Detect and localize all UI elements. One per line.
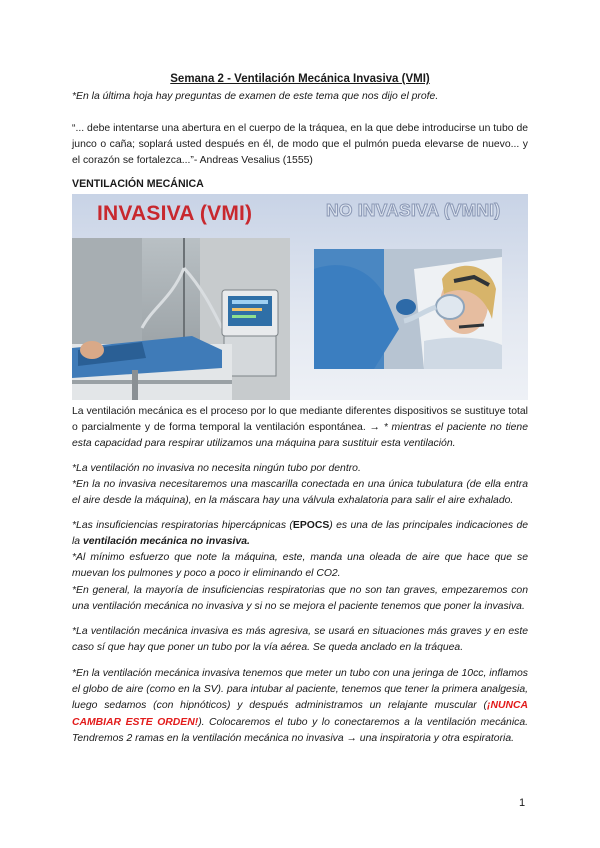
bullet-4: *Al mínimo esfuerzo que note la máquina, este, manda una oleada de aire que hace que se muevan los pulmones y poco a poco ir eliminando el CO2. xyxy=(72,552,528,580)
bullet-5: *En general, la mayoría de insuficiencias respiratorias que no son tan graves, empezaremos con una ventilación mecánica no invasiva y si no se mejora el paciente tenemos que poner la invasiva. xyxy=(72,585,528,613)
bullet-3-pre: *Las insuficiencias respiratorias hipercápnicas ( xyxy=(72,520,293,531)
bullet-7-post: ). Colocaremos el tubo y lo conectaremos a la ventilación mecánica. Tendremos 2 ramas en la ventilación mecánica no invasiva → una inspiratoria y otra espiratoria. xyxy=(72,716,528,744)
page-number: 1 xyxy=(519,797,526,809)
epocs-term: EPOCS xyxy=(292,520,330,531)
bullet-3-mid: ) es una de las principales indicaciones de la xyxy=(72,520,529,548)
section-heading: VENTILACIÓN MECÁNICA xyxy=(72,178,204,190)
warning-order-text: ¡NUNCA CAMBIAR ESTE ORDEN! xyxy=(72,700,528,728)
banner-noninvasive-title: NO INVASIVA (VMNI) xyxy=(326,200,501,220)
invasive-ventilation-photo xyxy=(72,238,290,400)
vesalius-quote: “... debe intentarse una abertura en el cuerpo de la tráquea, en la que debe introducirse un tubo de junco o caña; soplará usted después en él, de modo que el pulmón pueda elevarse de nuevo... y el corazón se fortalezca...”- Andreas Vesalius (1555) xyxy=(72,123,528,167)
bullet-3-bold: ventilación mecánica no invasiva. xyxy=(82,536,250,548)
intro-plain-text: La ventilación mecánica es el proceso por lo que mediante diferentes dispositivos se sustituye total o parcialmente y de forma temporal la ventilación espontánea. → xyxy=(72,406,528,434)
page-title: Semana 2 - Ventilación Mecánica Invasiva (VMI) xyxy=(170,73,430,85)
bullet-6: *La ventilación mecánica invasiva es más agresiva, se usará en situaciones más graves y en este caso sí que hay que poner un tubo por la vía aérea. Se queda anclado en la tráquea. xyxy=(72,626,528,654)
bullet-7-pre: *En la ventilación mecánica invasiva tenemos que meter un tubo con una jeringa de 10cc, inflamos el globo de aire (como en la SV). para intubar al paciente, tenemos que tener la primera analgesia, luego sedamos (con hipnóticos) y después administramos un relajante muscular ( xyxy=(72,668,528,712)
banner-invasive-title: INVASIVA (VMI) xyxy=(97,202,253,225)
bullet-1: *La ventilación no invasiva no necesita ningún tubo por dentro. xyxy=(72,463,361,474)
bullet-2: *En la no invasiva necesitaremos una mascarilla conectada en una única tubulatura (de ella entra el aire desde la máquina), en la máscara hay una válvula exhalatoria para salir el aire exhalado. xyxy=(72,479,528,507)
intro-italic-text: * mientras el paciente no tiene esta capacidad para respirar utilizamos una máquina para sustituir esta ventilación. xyxy=(72,422,528,450)
intro-note: *En la última hoja hay preguntas de examen de este tema que nos dijo el profe. xyxy=(72,91,439,102)
ventilation-banner-image xyxy=(72,194,528,400)
intro-paragraph xyxy=(72,404,528,453)
bullet-3 xyxy=(72,518,528,550)
noninvasive-ventilation-photo xyxy=(314,249,502,369)
bullet-7 xyxy=(72,666,528,747)
